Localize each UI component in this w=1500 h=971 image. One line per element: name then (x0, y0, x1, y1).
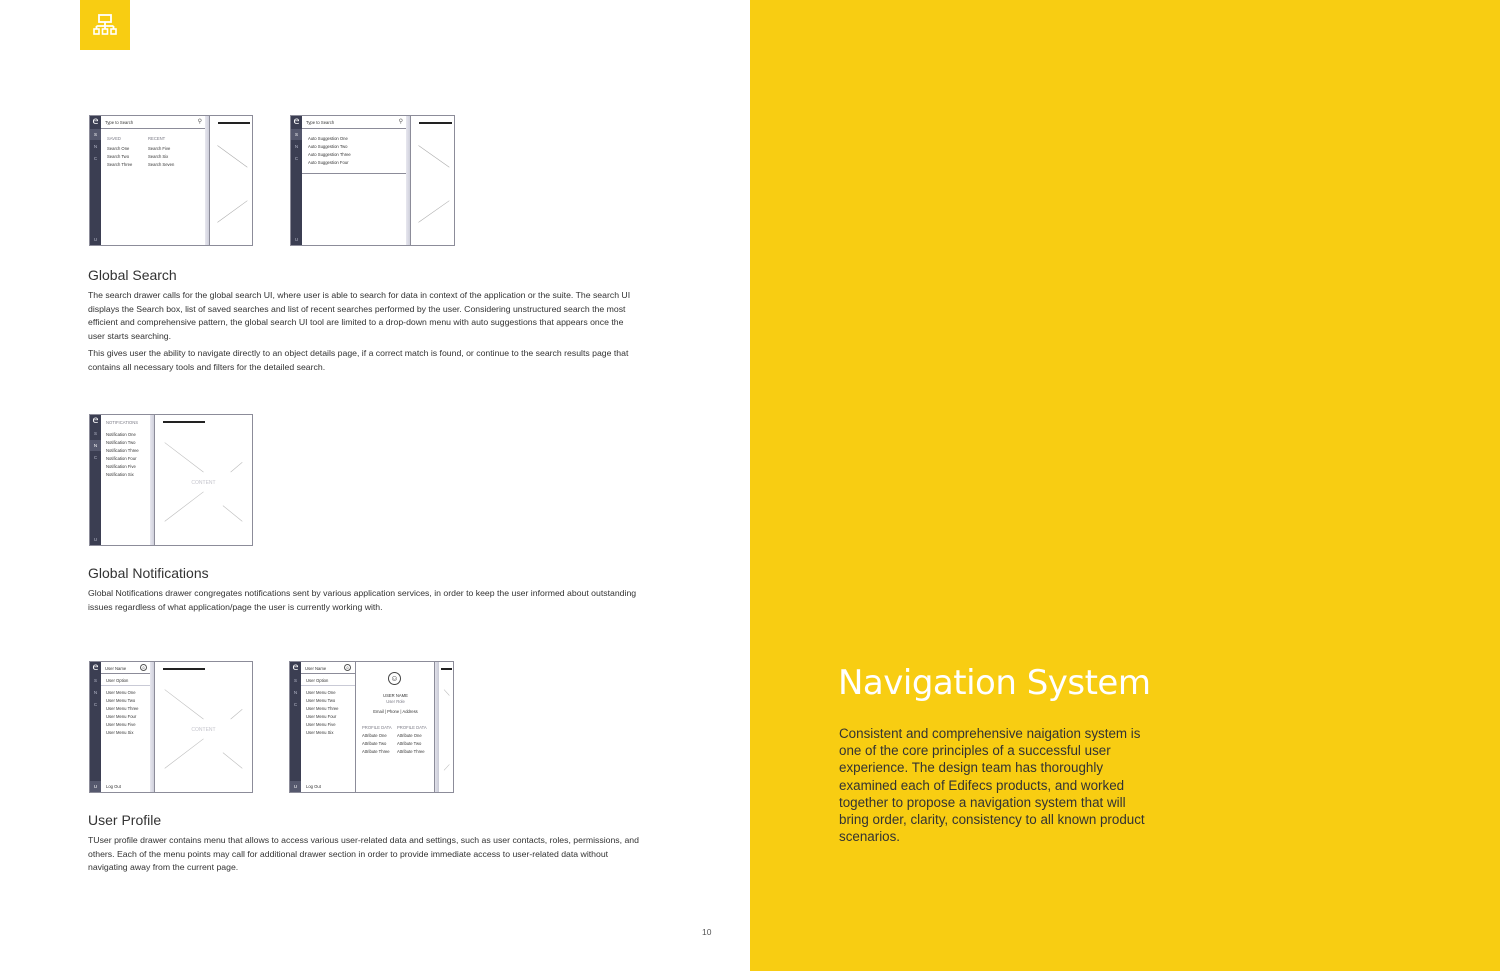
saved-item[interactable]: Search Two (107, 154, 130, 159)
notification-item[interactable]: Notification Three (106, 448, 139, 453)
content-placeholder-lines (210, 116, 252, 245)
content-area (154, 662, 252, 792)
global-search-body (88, 289, 640, 374)
user-menu-item[interactable]: User Menu Two (106, 698, 136, 703)
user-profile-title: User Profile (88, 812, 162, 828)
profile-wireframe-menu (89, 661, 253, 793)
suggestion-item[interactable]: Auto Suggestion One (308, 136, 348, 141)
dropdown-divider (302, 173, 406, 174)
search-icon: ⚲ (197, 119, 202, 125)
search-input[interactable] (302, 116, 406, 129)
rail-item-apps[interactable]: C (93, 156, 98, 161)
rail-item-notifications[interactable]: N (93, 144, 98, 149)
nav-rail (90, 116, 101, 245)
nav-rail (291, 116, 302, 245)
saved-header: SAVED (107, 136, 121, 141)
search-placeholder: Type to Search (306, 120, 335, 125)
search-drawer (302, 116, 406, 245)
user-menu-item[interactable]: User Menu Five (306, 722, 336, 727)
rail-item-apps[interactable]: C (93, 455, 98, 460)
search-wireframe-suggestions (290, 115, 455, 246)
global-notifications-paragraph: Global Notifications drawer congregates notifications sent by various application services, in order to keep the user informed about outstanding issues regardless of what application/page the user is currently working with. (88, 588, 637, 612)
sitemap-icon (93, 14, 117, 36)
user-name: User Name (305, 666, 327, 671)
rail-item-search[interactable]: S (291, 129, 302, 140)
profile-role: User Role (386, 699, 405, 704)
suggestion-item[interactable]: Auto Suggestion Three (308, 152, 351, 157)
profile-data-header: PROFILE DATA (362, 725, 392, 730)
brand-icon: e (92, 415, 99, 426)
user-menu-item[interactable]: User Menu One (306, 690, 336, 695)
rail-item-apps[interactable]: C (293, 702, 298, 707)
content-area (434, 662, 453, 792)
rail-item-search[interactable]: S (90, 129, 101, 140)
suggestion-item[interactable]: Auto Suggestion Two (308, 144, 348, 149)
search-input[interactable] (101, 116, 205, 129)
profile-attribute: Attribute Three (397, 749, 425, 754)
user-option[interactable]: User Option (106, 678, 129, 683)
profile-drawer (301, 662, 355, 792)
recent-item[interactable]: Search Five (148, 146, 171, 151)
search-placeholder: Type to Search (105, 120, 134, 125)
global-search-paragraph: This gives user the ability to navigate directly to an object details page, if a correct match is found, or continue to the search results page that contains all necessary tools and filters for the detailed search. (88, 348, 629, 372)
content-area (154, 415, 252, 545)
profile-name: USER NAME (383, 693, 408, 698)
notification-item[interactable]: Notification Five (106, 464, 136, 469)
rail-item-notifications[interactable]: N (294, 144, 299, 149)
avatar-icon: ☺ (345, 665, 350, 670)
notification-item[interactable]: Notification Four (106, 456, 137, 461)
user-profile-body (88, 834, 640, 875)
rail-item-user[interactable]: U (294, 237, 299, 242)
rail-item-apps[interactable]: C (93, 702, 98, 707)
nav-rail (90, 662, 101, 792)
global-search-paragraph: The search drawer calls for the global search UI, where user is able to search for data in context of the application or the suite. The search UI displays the Search box, list of saved searches and list of recent searches performed by the user. Considering unstructured search the most efficient and comprehensive pattern, the global search UI tool are limited to a drop-down menu with auto suggestions that appears once the user starts searching. (88, 290, 631, 341)
content-placeholder-lines (435, 662, 453, 792)
user-profile-paragraph: TUser profile drawer contains menu that allows to access various user-related data and settings, such as user contacts, roles, permissions, and others. Each of the menu points may call for additional drawer section in order to provide immediate access to user-related data without navigating away from the current page. (88, 835, 639, 872)
user-header[interactable] (101, 662, 151, 674)
rail-item-user[interactable]: U (290, 781, 301, 792)
recent-item[interactable]: Search Six (148, 154, 169, 159)
menu-divider (301, 685, 355, 686)
nav-rail (290, 662, 301, 792)
search-wireframe-saved (89, 115, 253, 246)
notifications-wireframe (89, 414, 253, 546)
profile-attribute: Attribute One (397, 733, 422, 738)
profile-attribute: Attribute Two (362, 741, 387, 746)
user-name: User Name (105, 666, 127, 671)
rail-item-search[interactable]: S (93, 431, 97, 436)
content-label: CONTENT (191, 480, 216, 486)
rail-item-user[interactable]: U (93, 237, 98, 242)
search-drawer (101, 116, 205, 245)
user-menu-item[interactable]: User Menu Three (106, 706, 139, 711)
suggestion-item[interactable]: Auto Suggestion Four (308, 160, 349, 165)
rail-item-user[interactable]: U (93, 537, 98, 542)
global-search-title: Global Search (88, 267, 177, 283)
right-page (750, 0, 1500, 971)
logo-badge (80, 0, 130, 50)
notifications-drawer (101, 415, 151, 545)
profile-contact: Email | Phone | Address (373, 709, 418, 714)
profile-data-header: PROFILE DATA (397, 725, 427, 730)
rail-item-apps[interactable]: C (294, 156, 299, 161)
menu-divider (101, 685, 151, 686)
user-menu-item[interactable]: User Menu Five (106, 722, 136, 727)
rail-item-search[interactable]: S (93, 678, 97, 683)
profile-wireframe-details (289, 661, 454, 793)
profile-attribute: Attribute Three (362, 749, 390, 754)
recent-item[interactable]: Search Seven (148, 162, 175, 167)
user-option[interactable]: User Option (306, 678, 329, 683)
notification-item[interactable]: Notification Two (106, 440, 136, 445)
user-menu-item[interactable]: User Menu One (106, 690, 136, 695)
profile-drawer (101, 662, 151, 792)
user-menu-item[interactable]: User Menu Three (306, 706, 339, 711)
notification-item[interactable]: Notification Six (106, 472, 134, 477)
global-notifications-body (88, 587, 640, 614)
rail-item-notifications[interactable]: N (90, 440, 101, 451)
notifications-header: NOTIFICATIONS (106, 420, 139, 425)
rail-item-search[interactable]: S (293, 678, 297, 683)
content-placeholder-lines (411, 116, 454, 245)
recent-header: RECENT (148, 136, 166, 141)
logout-link[interactable]: Log Out (106, 784, 121, 789)
navigation-system-body: Consistent and comprehensive naigation system is one of the core principles of a successful user experience. The design team has thoroughly examined each of Edifecs products, and worked together to propose a navigation system that will bring order, clarity, consistency to all known product scenarios. (839, 726, 1145, 845)
profile-attribute: Attribute Two (397, 741, 422, 746)
user-avatar-icon: ☺ (388, 672, 401, 685)
avatar-icon: ☺ (141, 665, 146, 670)
user-menu-item[interactable]: User Menu Two (306, 698, 336, 703)
search-icon: ⚲ (398, 119, 403, 125)
user-menu-item[interactable]: User Menu Four (306, 714, 337, 719)
brand-icon: e (293, 116, 300, 127)
brand-icon: e (292, 662, 299, 673)
rail-item-notifications[interactable]: N (93, 690, 98, 695)
rail-item-user[interactable]: U (90, 781, 101, 792)
nav-rail (90, 415, 101, 545)
user-header[interactable] (301, 662, 355, 674)
notification-item[interactable]: Notification One (106, 432, 136, 437)
brand-icon: e (92, 116, 99, 127)
saved-item[interactable]: Search One (107, 146, 130, 151)
content-area (209, 116, 252, 245)
user-menu-item[interactable]: User Menu Four (106, 714, 137, 719)
brand-icon: e (92, 662, 99, 673)
global-notifications-title: Global Notifications (88, 565, 209, 581)
logout-link[interactable]: Log Out (306, 784, 321, 789)
navigation-system-title: Navigation System (838, 663, 1151, 703)
user-menu-item[interactable]: User Menu Six (306, 730, 334, 735)
user-menu-item[interactable]: User Menu Six (106, 730, 134, 735)
rail-item-notifications[interactable]: N (293, 690, 298, 695)
content-area (410, 116, 454, 245)
content-label: CONTENT (191, 727, 216, 733)
saved-item[interactable]: Search Three (107, 162, 133, 167)
page-number: 10 (702, 927, 712, 937)
profile-attribute: Attribute One (362, 733, 387, 738)
profile-details-panel (355, 662, 434, 792)
